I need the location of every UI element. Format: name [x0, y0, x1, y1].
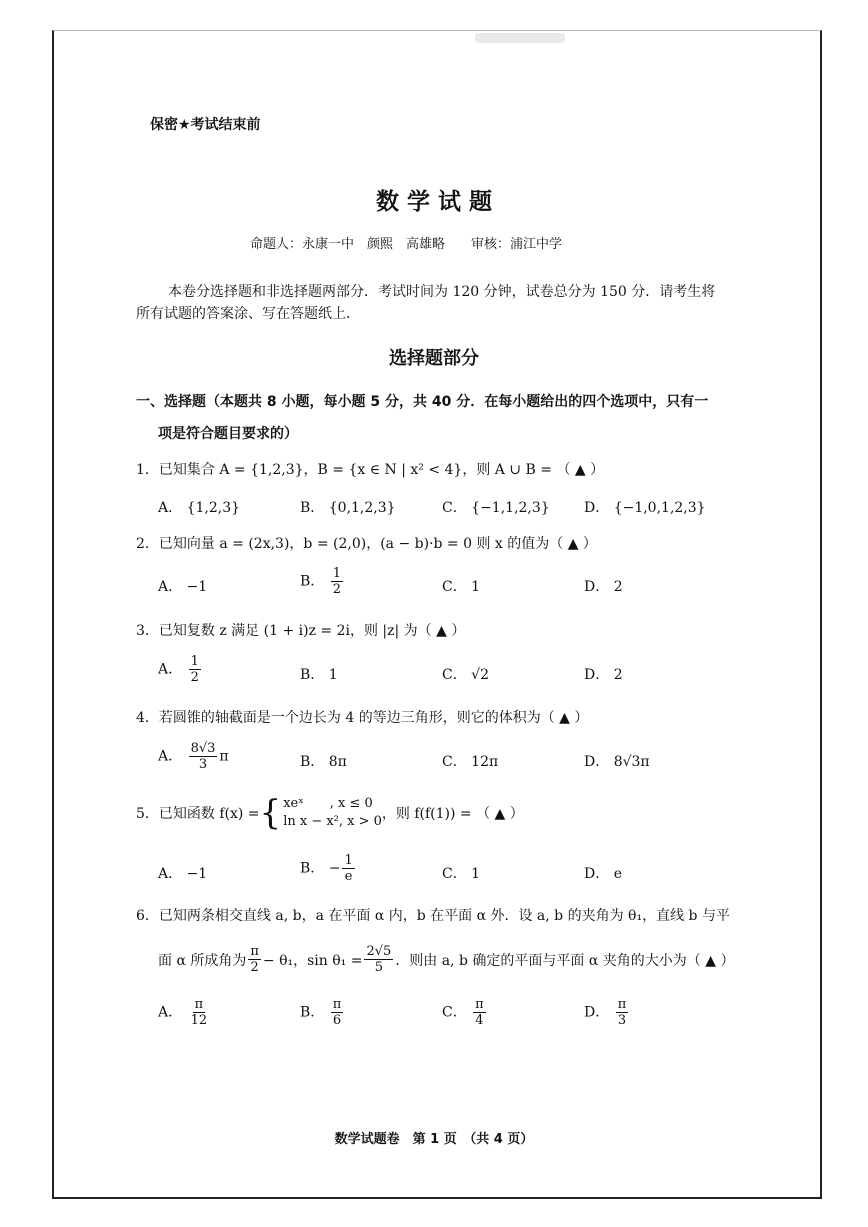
option-text: −1 — [186, 866, 208, 882]
fraction-denominator: 3 — [617, 1013, 627, 1028]
option-text: 2 — [613, 579, 623, 595]
fraction-numerator: π — [617, 997, 627, 1012]
section-heading-line-2: 项是符合题目要求的） — [158, 426, 298, 442]
page-footer: 数学试题卷 第 1 页 （共 4 页） — [334, 1132, 534, 1147]
fraction-numerator: 1 — [344, 853, 353, 868]
option-d[interactable] — [584, 664, 623, 684]
fraction-numerator: 1 — [190, 654, 199, 669]
option-b[interactable] — [300, 566, 345, 597]
option-text: {−1,1,2,3} — [471, 500, 550, 516]
fraction-denominator: 2 — [250, 960, 259, 975]
stem-prefix: 5．已知函数 f(x) = — [136, 806, 260, 822]
question-6-stem-line-1: 6．已知两条相交直线 a, b，a 在平面 α 内，b 在平面 α 外．设 a, b 的夹角为 θ₁，直线 b 与平 — [136, 908, 730, 924]
option-b[interactable] — [300, 751, 347, 771]
option-b[interactable] — [300, 664, 338, 684]
option-a[interactable] — [158, 497, 240, 517]
authors-line: 命题人：永康一中 颜熙 高雄略 审核：浦江中学 — [250, 237, 563, 252]
option-text: {1,2,3} — [186, 500, 241, 516]
option-label: D． — [584, 500, 610, 516]
option-label: A． — [158, 1004, 183, 1021]
section-title: 选择题部分 — [389, 348, 479, 369]
option-label: B． — [300, 667, 325, 683]
option-text: 12π — [471, 754, 499, 770]
option-text: 8π — [328, 754, 347, 770]
confidential-label: 保密★考试结束前 — [150, 117, 261, 133]
option-text: −1 — [186, 579, 208, 595]
option-label: C． — [442, 579, 467, 595]
question-1-stem: 1．已知集合 A = {1,2,3}，B = {x ∈ N | x² < 4}，则 A ∪ B = （ ▲ ） — [136, 462, 605, 478]
fraction-denominator: e — [344, 869, 353, 884]
fraction-numerator: π — [332, 997, 342, 1012]
option-c[interactable] — [442, 997, 488, 1028]
option-c[interactable] — [442, 751, 498, 771]
option-c[interactable] — [442, 863, 480, 883]
section-heading-line-1: 一、选择题（本题共 8 小题，每小题 5 分，共 40 分．在每小题给出的四个选项中，只有一 — [136, 394, 709, 410]
option-d[interactable] — [584, 497, 706, 517]
option-suffix: π — [219, 748, 229, 765]
option-label: C． — [442, 754, 467, 770]
left-brace-icon: { — [259, 793, 282, 833]
piece-2: ln x − x², x > 0 — [283, 814, 382, 829]
fraction-denominator: 4 — [475, 1013, 484, 1028]
option-fraction — [342, 853, 354, 884]
option-label: C． — [442, 866, 467, 882]
option-text: 8√3π — [613, 754, 650, 770]
fraction-denominator: 12 — [190, 1013, 208, 1028]
option-text: {−1,0,1,2,3} — [613, 500, 706, 516]
stem-text: − θ₁，sin θ₁ = — [262, 952, 363, 969]
option-fraction — [189, 741, 218, 772]
option-text: √2 — [471, 667, 489, 683]
question-2-stem: 2．已知向量 a = (2x,3)，b = (2,0)，(a − b)·b = 0 则 x 的值为（ ▲ ） — [136, 536, 597, 552]
option-c[interactable] — [442, 576, 480, 596]
option-fraction — [473, 997, 486, 1028]
option-label: D． — [584, 866, 610, 882]
option-b[interactable] — [300, 853, 357, 884]
option-label: C． — [442, 667, 467, 683]
stem-text: ．则由 a, b 确定的平面与平面 α 夹角的大小为（ ▲ ） — [395, 952, 735, 969]
fraction-numerator: π — [194, 997, 204, 1012]
fraction-numerator: 8√3 — [190, 741, 216, 756]
fraction-denominator: 3 — [198, 757, 208, 772]
scan-smudge — [475, 33, 565, 43]
option-fraction — [616, 997, 629, 1028]
option-label: B． — [300, 500, 325, 516]
piece-1: xeˣ , x ≤ 0 — [283, 796, 373, 811]
option-a[interactable] — [158, 997, 211, 1028]
stem-fraction-2 — [364, 944, 393, 975]
fraction-denominator: 2 — [190, 670, 199, 685]
fraction-numerator: π — [475, 997, 484, 1012]
option-label: D． — [584, 667, 610, 683]
fraction-denominator: 2 — [332, 582, 342, 597]
option-text: 2 — [613, 667, 623, 683]
option-d[interactable] — [584, 997, 630, 1028]
option-text: 1 — [328, 667, 338, 683]
option-text: {0,1,2,3} — [328, 500, 396, 516]
option-d[interactable] — [584, 751, 650, 771]
piecewise-function — [260, 795, 382, 831]
option-label: C． — [442, 500, 467, 516]
page-title: 数 学 试 题 — [375, 189, 493, 215]
option-fraction — [189, 997, 210, 1028]
option-label: A． — [158, 866, 183, 882]
option-label: B． — [300, 1004, 325, 1021]
option-text: 1 — [471, 866, 481, 882]
option-label: A． — [158, 579, 183, 595]
option-a[interactable] — [158, 863, 207, 883]
option-a[interactable] — [158, 741, 229, 772]
option-label: A． — [158, 661, 183, 678]
intro-line-2: 所有试题的答案涂、写在答题纸上． — [136, 306, 360, 322]
option-text: 1 — [471, 579, 481, 595]
option-label: A． — [158, 748, 183, 765]
option-label: A． — [158, 500, 183, 516]
option-label: B． — [300, 860, 325, 877]
stem-text: 面 α 所成角为 — [158, 952, 247, 969]
fraction-denominator: 6 — [332, 1013, 342, 1028]
option-label: D． — [584, 1004, 610, 1021]
stem-fraction-1 — [248, 944, 261, 975]
option-a[interactable] — [158, 576, 207, 596]
option-d[interactable] — [584, 863, 622, 883]
fraction-numerator: 1 — [332, 566, 342, 581]
option-c[interactable] — [442, 497, 550, 517]
option-fraction — [331, 997, 344, 1028]
option-b[interactable] — [300, 997, 345, 1028]
question-5-stem — [136, 795, 524, 831]
option-prefix: − — [328, 860, 341, 877]
fraction-numerator: 2√5 — [366, 944, 392, 959]
option-label: C． — [442, 1004, 467, 1021]
option-label: B． — [300, 573, 325, 590]
question-4-stem: 4．若圆锥的轴截面是一个边长为 4 的等边三角形，则它的体积为（ ▲ ） — [136, 710, 589, 726]
stem-suffix: ，则 f(f(1)) = （ ▲ ） — [381, 806, 524, 822]
option-label: D． — [584, 579, 610, 595]
option-fraction — [331, 566, 343, 597]
option-a[interactable] — [158, 654, 203, 685]
fraction-numerator: π — [250, 944, 259, 959]
intro-line-1: 本卷分选择题和非选择题两部分．考试时间为 120 分钟，试卷总分为 150 分．请考生将 — [168, 284, 716, 300]
option-b[interactable] — [300, 497, 396, 517]
question-3-stem: 3．已知复数 z 满足 (1 + i)z = 2i，则 |z| 为（ ▲ ） — [136, 623, 466, 639]
option-d[interactable] — [584, 576, 623, 596]
question-6-stem-line-2 — [158, 944, 734, 975]
option-c[interactable] — [442, 664, 489, 684]
option-label: D． — [584, 754, 610, 770]
option-text: e — [613, 866, 622, 882]
option-label: B． — [300, 754, 325, 770]
fraction-denominator: 5 — [374, 960, 384, 975]
option-fraction — [189, 654, 201, 685]
